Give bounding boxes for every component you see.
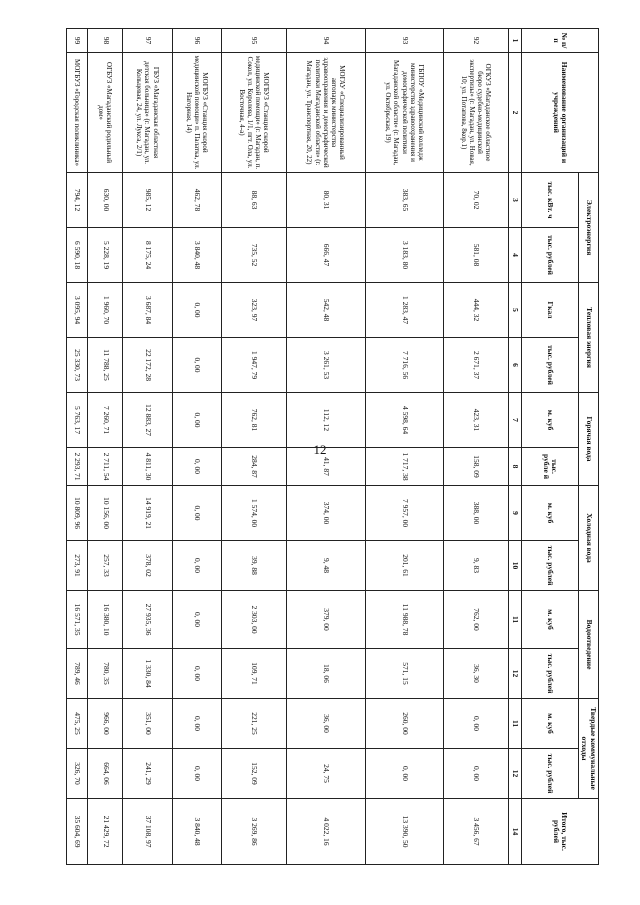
column-number-row	[508, 29, 521, 865]
cell: 41, 87	[286, 448, 365, 486]
unit-header: тыс. рублей	[521, 749, 578, 799]
table-row	[172, 29, 222, 865]
unit-header: тыс. рублей	[521, 649, 578, 699]
column-number: 12	[508, 749, 521, 799]
cell: 966, 00	[88, 699, 123, 749]
cell: 7 716, 56	[365, 338, 444, 393]
header-hot-water: Горячая вода	[578, 393, 598, 486]
column-number: 3	[508, 173, 521, 228]
row-num: 97	[123, 29, 173, 53]
cell: 462, 78	[172, 173, 222, 228]
cell: 323, 97	[222, 283, 286, 338]
unit-header: тыс. рублей	[521, 228, 578, 283]
cell: 0, 00	[172, 393, 222, 448]
cell: 374, 00	[286, 486, 365, 541]
cell: 3 840, 48	[172, 228, 222, 283]
unit-header: тыс. рублей	[521, 541, 578, 591]
cell: 475, 25	[67, 699, 88, 749]
cell: 1 947, 79	[222, 338, 286, 393]
unit-header: тыс. рубле й	[521, 448, 578, 486]
cell: 221, 25	[222, 699, 286, 749]
row-num: 99	[67, 29, 88, 53]
cell: 351, 00	[123, 699, 173, 749]
cell: 762, 00	[444, 591, 508, 649]
cell: 0, 00	[172, 283, 222, 338]
cell: 12 883, 27	[123, 393, 173, 448]
cell: 18, 06	[286, 649, 365, 699]
header-total: Итого, тыс. рублей	[521, 799, 598, 865]
column-number: 6	[508, 338, 521, 393]
cell: 789, 46	[67, 649, 88, 699]
cell: 379, 00	[286, 591, 365, 649]
cell: 36, 30	[444, 649, 508, 699]
cell: 7 957, 00	[365, 486, 444, 541]
cell: 27 935, 36	[123, 591, 173, 649]
page-number: 12	[313, 442, 327, 457]
table-row	[67, 29, 88, 865]
column-number: 4	[508, 228, 521, 283]
row-num: 96	[172, 29, 222, 53]
rotated-table-container	[66, 28, 599, 864]
cell: 6 590, 18	[67, 228, 88, 283]
row-name: МОГБУЗ «Городская поликлиника»	[67, 53, 88, 173]
header-name: Наименование организаций и учреждений	[521, 53, 598, 173]
cell: 0, 00	[365, 749, 444, 799]
cell: 11 988, 78	[365, 591, 444, 649]
cell: 2 671, 37	[444, 338, 508, 393]
cell: 0, 00	[172, 541, 222, 591]
cell: 2 293, 71	[67, 448, 88, 486]
row-num: 94	[286, 29, 365, 53]
cell: 0, 00	[172, 338, 222, 393]
row-num: 98	[88, 29, 123, 53]
cell: 88, 63	[222, 173, 286, 228]
unit-header: тыс. рублей	[521, 338, 578, 393]
cell: 5 228, 19	[88, 228, 123, 283]
column-number: 1	[508, 29, 521, 53]
row-name: МОГБУЗ «Станция скорой медицинской помощи» (г. Магадан, п. Сокол, ул. Королева, 1/1, пгт. Ола, ул. Восточная, 4-а)	[222, 53, 286, 173]
cell: 284, 87	[222, 448, 286, 486]
cell: 388, 00	[444, 486, 508, 541]
cell: 0, 00	[172, 486, 222, 541]
cell: 985, 12	[123, 173, 173, 228]
cell: 0, 00	[172, 591, 222, 649]
table-row	[365, 29, 444, 865]
table-row	[286, 29, 365, 865]
cell: 4 811, 30	[123, 448, 173, 486]
utilities-table	[66, 28, 599, 865]
cell: 8 175, 24	[123, 228, 173, 283]
cell-total: 3 269, 86	[222, 799, 286, 865]
cell: 3 095, 94	[67, 283, 88, 338]
header-sewage: Водоотведение	[578, 591, 598, 699]
cell: 1 330, 84	[123, 649, 173, 699]
cell: 2 303, 00	[222, 591, 286, 649]
cell: 794, 12	[67, 173, 88, 228]
unit-header: м. куб	[521, 393, 578, 448]
cell: 9, 83	[444, 541, 508, 591]
cell: 273, 91	[67, 541, 88, 591]
cell: 571, 15	[365, 649, 444, 699]
cell: 11 788, 25	[88, 338, 123, 393]
row-num: 95	[222, 29, 286, 53]
cell-total: 4 022, 16	[286, 799, 365, 865]
cell: 326, 70	[67, 749, 88, 799]
cell: 201, 61	[365, 541, 444, 591]
row-name: ГБПОУ «Медицинский колледж министерства здравоохранения и демографической политики Магаданской области» (г. Магадан, ул. Октябрьская, 19)	[365, 53, 444, 173]
cell: 762, 81	[222, 393, 286, 448]
column-number: 14	[508, 799, 521, 865]
row-name: МОГБУЗ «Станция скорой медицинской помощи» п. Палатка, ул. Нагорная, 14)	[172, 53, 222, 173]
cell: 152, 09	[222, 749, 286, 799]
cell: 241, 29	[123, 749, 173, 799]
cell: 158, 09	[444, 448, 508, 486]
cell: 5 763, 17	[67, 393, 88, 448]
cell: 109, 71	[222, 649, 286, 699]
column-number: 11	[508, 699, 521, 749]
cell: 378, 02	[123, 541, 173, 591]
cell-total: 35 604, 69	[67, 799, 88, 865]
unit-header: тыс. кВт. ч	[521, 173, 578, 228]
row-num: 92	[444, 29, 508, 53]
row-name: МОГАУ «Специализированный автопарк министерства здравоохранения и демографической политики Магаданской области» (г. Магадан, ул. Транспортная, 20, 22)	[286, 53, 365, 173]
cell-total: 3 456, 67	[444, 799, 508, 865]
cell: 112, 12	[286, 393, 365, 448]
unit-header: м. куб	[521, 591, 578, 649]
column-number: 2	[508, 53, 521, 173]
cell-total: 3 840, 48	[172, 799, 222, 865]
cell: 16 380, 10	[88, 591, 123, 649]
table-row	[222, 29, 286, 865]
cell: 16 571, 35	[67, 591, 88, 649]
cell: 3 183, 80	[365, 228, 444, 283]
cell: 1 960, 70	[88, 283, 123, 338]
cell-total: 37 108, 97	[123, 799, 173, 865]
header-cold-water: Холодная вода	[578, 486, 598, 591]
cell: 10 809, 96	[67, 486, 88, 541]
cell: 1 283, 47	[365, 283, 444, 338]
cell: 1 574, 00	[222, 486, 286, 541]
cell: 3 261, 53	[286, 338, 365, 393]
cell: 630, 00	[88, 173, 123, 228]
column-number: 7	[508, 393, 521, 448]
cell: 666, 47	[286, 228, 365, 283]
cell: 80, 31	[286, 173, 365, 228]
cell: 3 687, 84	[123, 283, 173, 338]
cell: 9, 48	[286, 541, 365, 591]
column-number: 9	[508, 486, 521, 541]
column-number: 11	[508, 591, 521, 649]
header-heat: Тепловая энергия	[578, 283, 598, 393]
table-row	[88, 29, 123, 865]
column-number: 8	[508, 448, 521, 486]
cell: 664, 06	[88, 749, 123, 799]
cell-total: 13 390, 50	[365, 799, 444, 865]
cell: 0, 00	[172, 749, 222, 799]
cell: 581, 08	[444, 228, 508, 283]
cell: 423, 31	[444, 393, 508, 448]
cell: 39, 88	[222, 541, 286, 591]
cell: 257, 33	[88, 541, 123, 591]
column-number: 12	[508, 649, 521, 699]
row-name: ГБУЗ «Магаданская областная детская больница» (г. Магадан, ул. Кольцевая, 24, ул. Лукса, 2/1)	[123, 53, 173, 173]
cell: 10 156, 00	[88, 486, 123, 541]
header-num: № п/п	[521, 29, 598, 53]
cell: 444, 32	[444, 283, 508, 338]
cell: 1 717, 38	[365, 448, 444, 486]
cell: 25 330, 73	[67, 338, 88, 393]
table-row	[123, 29, 173, 865]
cell-total: 21 429, 72	[88, 799, 123, 865]
row-name: ОГБУЗ «Магаданский родильный дом»	[88, 53, 123, 173]
cell: 2 711, 54	[88, 448, 123, 486]
row-num: 93	[365, 29, 444, 53]
cell: 24, 75	[286, 749, 365, 799]
cell: 542, 48	[286, 283, 365, 338]
unit-header: м. куб	[521, 699, 578, 749]
column-number: 10	[508, 541, 521, 591]
cell: 22 172, 28	[123, 338, 173, 393]
cell: 36, 00	[286, 699, 365, 749]
cell: 780, 35	[88, 649, 123, 699]
cell: 0, 00	[444, 699, 508, 749]
unit-header: Гкал	[521, 283, 578, 338]
header-electricity: Электроэнергия	[578, 173, 598, 283]
column-number: 5	[508, 283, 521, 338]
header-solid-waste: Твердые коммунальные отходы	[578, 699, 598, 799]
cell: 383, 65	[365, 173, 444, 228]
cell: 0, 00	[172, 649, 222, 699]
cell: 735, 52	[222, 228, 286, 283]
unit-header: м. куб	[521, 486, 578, 541]
cell: 70, 02	[444, 173, 508, 228]
cell: 0, 00	[172, 699, 222, 749]
row-name: ОГКУЗ «Магаданское областное бюро судебно-медицинской экспертизы» (г. Магадан, ул. Новая, 10; ул. Потапова, 8кор.1)	[444, 53, 508, 173]
cell: 7 260, 71	[88, 393, 123, 448]
cell: 0, 00	[172, 448, 222, 486]
cell: 14 919, 21	[123, 486, 173, 541]
cell: 260, 00	[365, 699, 444, 749]
cell: 0, 00	[444, 749, 508, 799]
cell: 4 598, 64	[365, 393, 444, 448]
table-row	[444, 29, 508, 865]
